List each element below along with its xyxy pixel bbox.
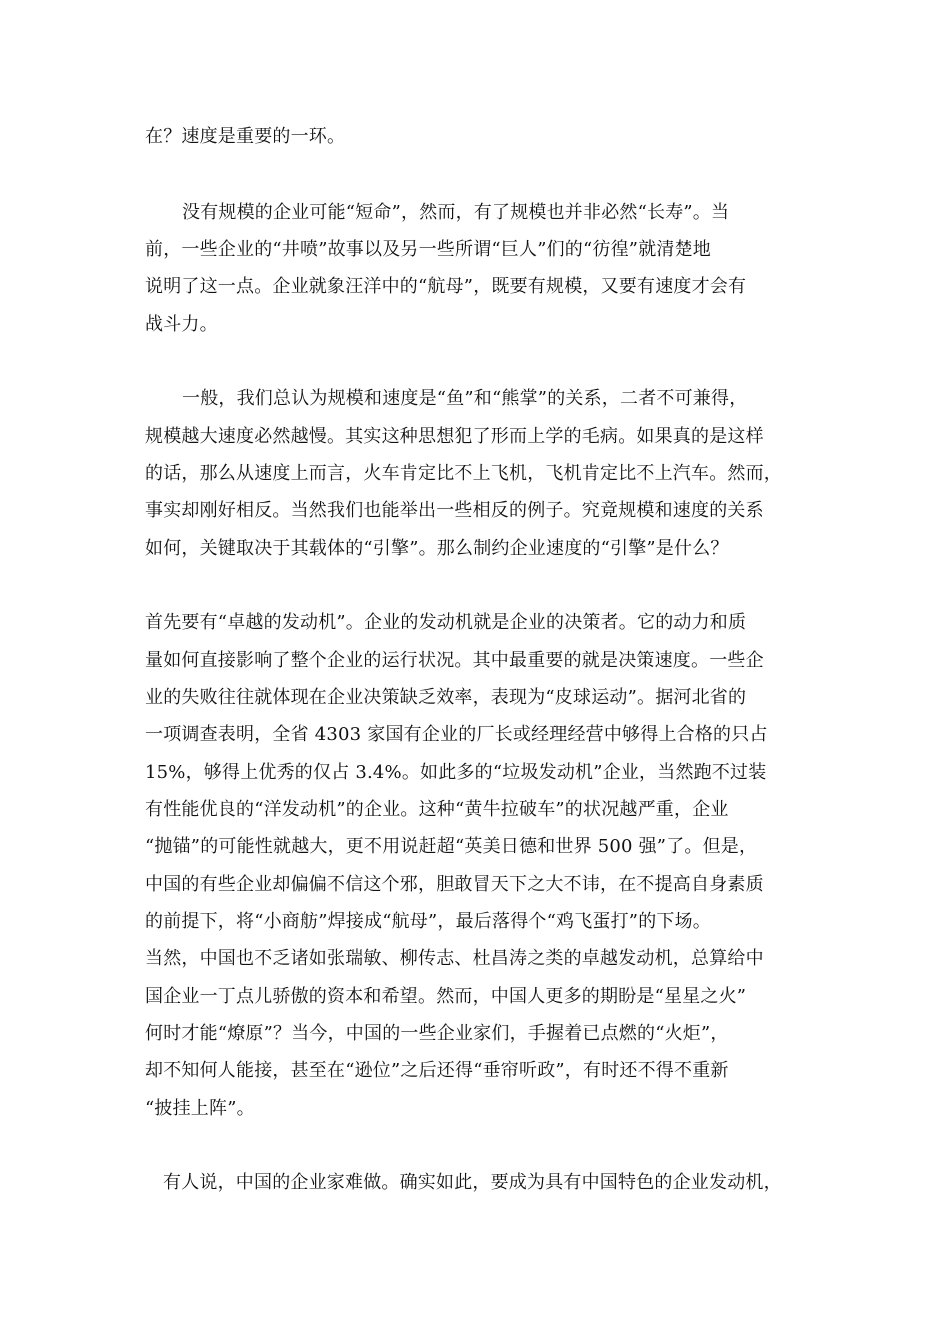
paragraph-3-line-2: 规模越大速度必然越慢。其实这种思想犯了形而上学的毛病。如果真的是这样 — [145, 426, 764, 447]
paragraph-3-line-4: 事实却刚好相反。当然我们也能举出一些相反的例子。究竟规模和速度的关系 — [145, 500, 764, 521]
paragraph-4-line-9: 的前提下，将“小商舫”焊接成“航母”，最后落得个“鸡飞蛋打”的下场。 — [145, 911, 712, 932]
paragraph-4-line-8: 中国的有些企业却偏偏不信这个邪，胆敢冒天下之大不讳，在不提高自身素质 — [145, 874, 764, 895]
paragraph-4-line-7: “抛锚”的可能性就越大，更不用说赶超“英美日德和世界 500 强”了。但是， — [145, 836, 758, 857]
paragraph-4-line-3: 业的失败往往就体现在企业决策缺乏效率，表现为“皮球运动”。据河北省的 — [145, 687, 747, 708]
paragraph-4-line-10: 当然，中国也不乏诸如张瑞敏、柳传志、杜昌涛之类的卓越发动机，总算给中 — [145, 948, 764, 969]
paragraph-4-line-11: 国企业一丁点儿骄傲的资本和希望。然而，中国人更多的期盼是“星星之火” — [145, 986, 747, 1007]
paragraph-4-line-4: 一项调查表明，全省 4303 家国有企业的厂长或经理经营中够得上合格的只占 — [145, 724, 768, 745]
paragraph-4-line-2: 量如何直接影响了整个企业的运行状况。其中最重要的就是决策速度。一些企 — [145, 650, 764, 671]
paragraph-5-line-1: 有人说，中国的企业家难做。确实如此，要成为具有中国特色的企业发动机， — [163, 1172, 782, 1193]
paragraph-4-line-12: 何时才能“燎原”？当今，中国的一些企业家们，手握着已点燃的“火炬”， — [145, 1023, 729, 1044]
paragraph-4-line-1: 首先要有“卓越的发动机”。企业的发动机就是企业的决策者。它的动力和质 — [145, 612, 747, 633]
paragraph-4-line-13: 却不知何人能接，甚至在“逊位”之后还得“垂帘听政”，有时还不得不重新 — [145, 1060, 729, 1081]
paragraph-3-line-5: 如何，关键取决于其载体的“引擎”。那么制约企业速度的“引擎”是什么？ — [145, 538, 729, 559]
paragraph-1-line-1: 在？速度是重要的一环。 — [145, 126, 346, 147]
paragraph-4-line-14: “披挂上阵”。 — [145, 1098, 255, 1119]
paragraph-2-line-3: 说明了这一点。企业就象汪洋中的“航母”，既要有规模，又要有速度才会有 — [145, 276, 747, 297]
paragraph-3-line-1: 一般，我们总认为规模和速度是“鱼”和“熊掌”的关系，二者不可兼得， — [182, 388, 748, 409]
paragraph-2-line-2: 前，一些企业的“井喷”故事以及另一些所谓“巨人”们的“彷徨”就清楚地 — [145, 239, 712, 260]
paragraph-2-line-1: 没有规模的企业可能“短命”，然而，有了规模也并非必然“长寿”。当 — [182, 202, 730, 223]
paragraph-4-line-6: 有性能优良的“洋发动机”的企业。这种“黄牛拉破车”的状况越严重，企业 — [145, 799, 729, 820]
paragraph-2-line-4: 战斗力。 — [145, 314, 218, 335]
paragraph-4-line-5: 15%，够得上优秀的仅占 3.4%。如此多的“垃圾发动机”企业，当然跑不过装 — [145, 762, 767, 783]
paragraph-3-line-3: 的话，那么从速度上而言，火车肯定比不上飞机，飞机肯定比不上汽车。然而， — [145, 463, 782, 484]
